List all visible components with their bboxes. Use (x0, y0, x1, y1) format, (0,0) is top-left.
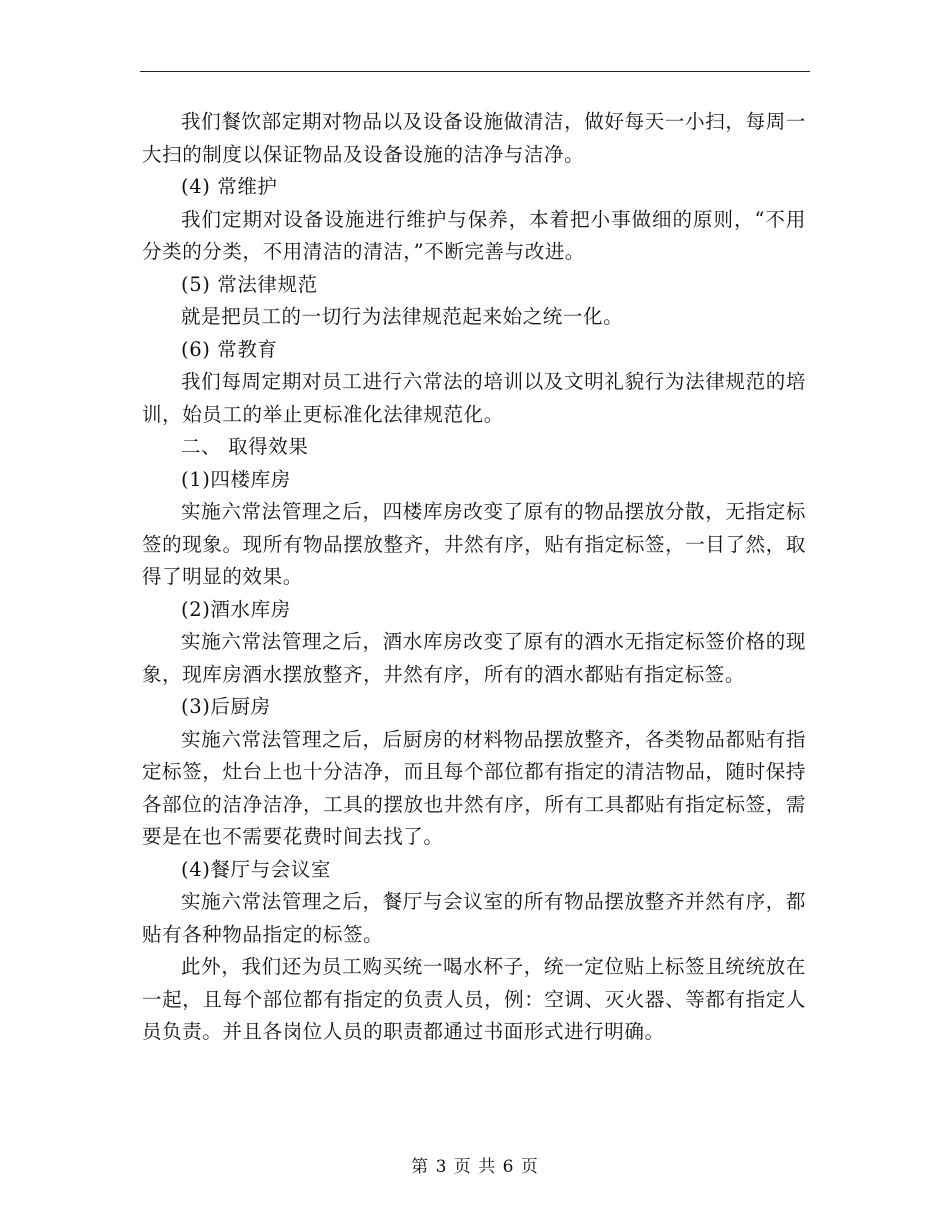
page-number-footer: 第 3 页 共 6 页 (411, 1157, 539, 1177)
heading-maintenance: (4) 常维护 (181, 175, 278, 198)
paragraph-fourth-floor-storeroom: 实施六常法管理之后，四楼库房改变了原有的物品摆放分散，无指定标签的现象。现所有物品摆放整齐，井然有序，贴有指定标签，一目了然，取得了明显的效果。 (142, 500, 806, 588)
paragraph-education: 我们每周定期对员工进行六常法的培训以及文明礼貌行为法律规范的培训，始员工的举止更标准化法律规范化。 (142, 370, 806, 426)
paragraph-maintenance: 我们定期对设备设施进行维护与保养，本着把小事做细的原则，“不用分类的分类，不用清洁的清洁，”不断完善与改进。 (142, 207, 806, 263)
heading-back-kitchen: (3)后厨房 (181, 695, 271, 718)
section-heading-results: 二、 取得效果 (181, 435, 309, 458)
heading-standardization: (5) 常法律规范 (181, 272, 318, 296)
heading-beverage-storeroom: (2)酒水库房 (181, 597, 291, 621)
paragraph-additional-measures: 此外，我们还为员工购买统一喝水杯子，统一定位贴上标签且统统放在一起，且每个部位都有指定的负责人员，例：空调、灭火器、等都有指定人员负责。并且各岗位人员的职责都通过书面形式进行明确。 (142, 955, 806, 1043)
paragraph-standardization: 就是把员工的一切行为法律规范起来始之统一化。 (181, 305, 624, 328)
heading-education: (6) 常教育 (181, 337, 278, 361)
paragraph-dining-meeting-room: 实施六常法管理之后，餐厅与会议室的所有物品摆放整齐并然有序，都贴有各种物品指定的标签。 (142, 890, 806, 946)
paragraph-cleaning-schedule: 我们餐饮部定期对物品以及设备设施做清洁，做好每天一小扫，每周一大扫的制度以保证物品及设备设施的洁净与洁净。 (142, 110, 806, 166)
header-rule (140, 71, 810, 72)
document-body (142, 106, 806, 1049)
heading-dining-meeting-room: (4)餐厅与会议室 (181, 857, 332, 881)
paragraph-back-kitchen: 实施六常法管理之后，后厨房的材料物品摆放整齐，各类物品都贴有指定标签，灶台上也十分洁净，而且每个部位都有指定的清洁物品，随时保持各部位的洁净洁净，工具的摆放也井然有序，所有工具都贴有指定标签，需要是在也不需要花费时间去找了。 (142, 727, 806, 848)
heading-fourth-floor-storeroom: (1)四楼库房 (181, 467, 291, 491)
paragraph-beverage-storeroom: 实施六常法管理之后，酒水库房改变了原有的酒水无指定标签价格的现象，现库房酒水摆放整齐，井然有序，所有的酒水都贴有指定标签。 (142, 630, 806, 686)
